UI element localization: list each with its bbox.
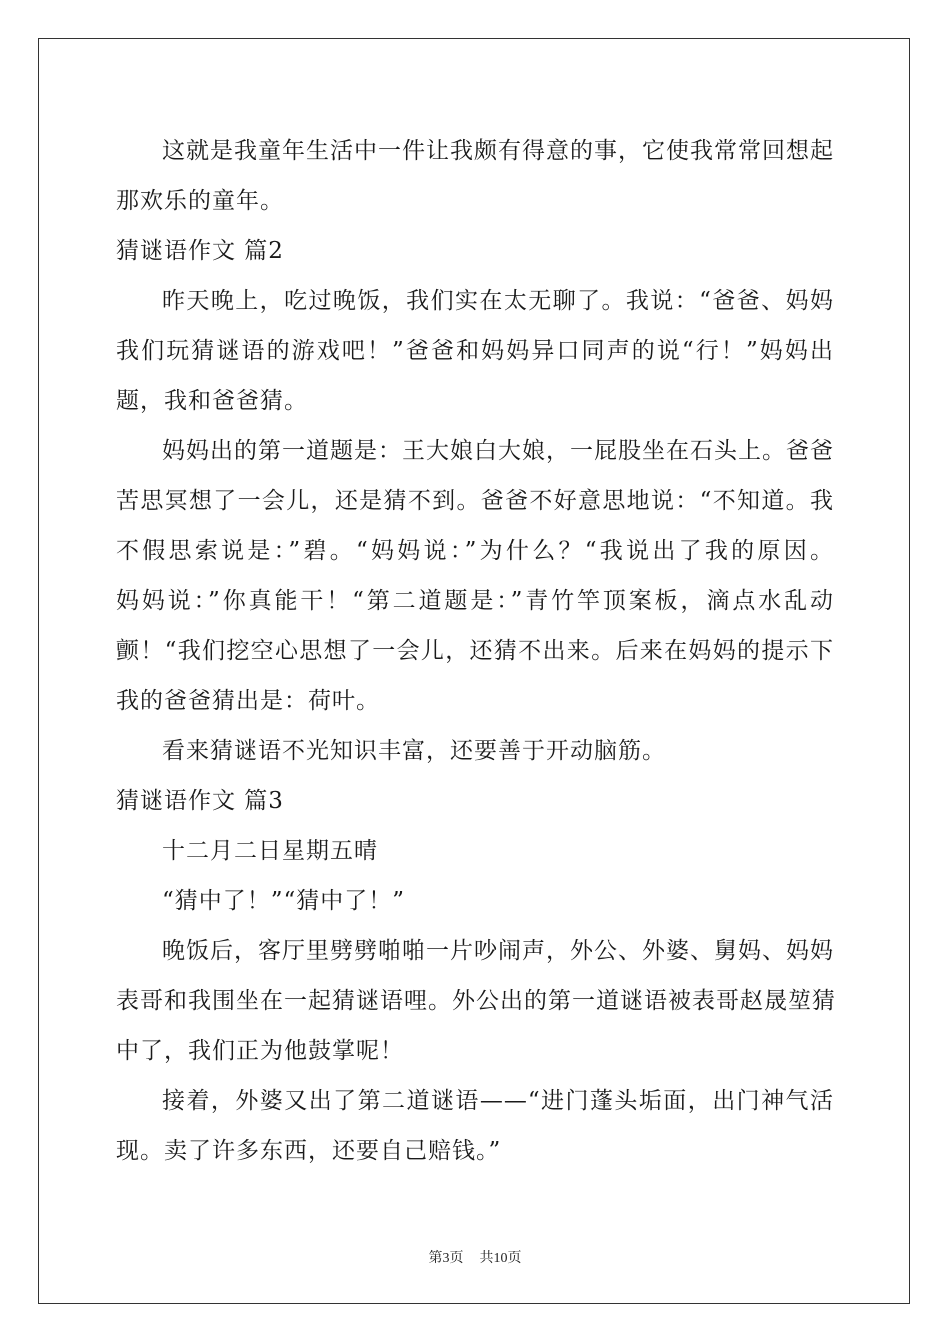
- paragraph-line: 那欢乐的童年。: [116, 188, 284, 214]
- document-body: [116, 126, 834, 1176]
- page-footer: [0, 1247, 950, 1267]
- paragraph-line: 不假思索说是：”碧。“妈妈说：”为什么？“我说出了我的原因。: [116, 538, 834, 564]
- paragraph-line: 苦思冥想了一会儿，还是猜不到。爸爸不好意思地说：“不知道。我: [116, 488, 834, 514]
- paragraph-line: 十二月二日星期五晴: [162, 838, 378, 864]
- paragraph-line: 妈妈说：”你真能干！“第二道题是：”青竹竿顶案板，滴点水乱动: [116, 588, 834, 614]
- paragraph-line: 妈妈出的第一道题是：王大娘白大娘，一屁股坐在石头上。爸爸: [162, 438, 834, 464]
- paragraph-line: 中了，我们正为他鼓掌呢！: [116, 1038, 404, 1064]
- paragraph-line: 颤！“我们挖空心思想了一会儿，还猜不出来。后来在妈妈的提示下: [116, 638, 834, 664]
- section-heading: 猜谜语作文 篇3: [116, 788, 284, 814]
- section-heading: 猜谜语作文 篇2: [116, 238, 284, 264]
- paragraph-line: 我的爸爸猜出是：荷叶。: [116, 688, 380, 714]
- paragraph-line: 昨天晚上，吃过晚饭，我们实在太无聊了。我说：“爸爸、妈妈: [162, 288, 834, 314]
- paragraph-line: 现。卖了许多东西，还要自己赔钱。”: [116, 1138, 502, 1164]
- paragraph-line: 接着，外婆又出了第二道谜语——“进门蓬头垢面，出门神气活: [162, 1088, 834, 1114]
- paragraph-line: “猜中了！”“猜中了！”: [162, 888, 406, 914]
- paragraph-line: 这就是我童年生活中一件让我颇有得意的事，它使我常常回想起: [162, 138, 834, 164]
- paragraph-line: 题，我和爸爸猜。: [116, 388, 308, 414]
- paragraph-line: 看来猜谜语不光知识丰富，还要善于开动脑筋。: [162, 738, 666, 764]
- paragraph-line: 表哥和我围坐在一起猜谜语哩。外公出的第一道谜语被表哥赵晟堃猜: [116, 988, 836, 1014]
- paragraph-line: 我们玩猜谜语的游戏吧！”爸爸和妈妈异口同声的说“行！”妈妈出: [116, 338, 834, 364]
- paragraph-line: 晚饭后，客厅里劈劈啪啪一片吵闹声，外公、外婆、舅妈、妈妈: [162, 938, 834, 964]
- page-total: 共10页: [479, 1251, 522, 1266]
- page-number: 第3页: [428, 1251, 464, 1266]
